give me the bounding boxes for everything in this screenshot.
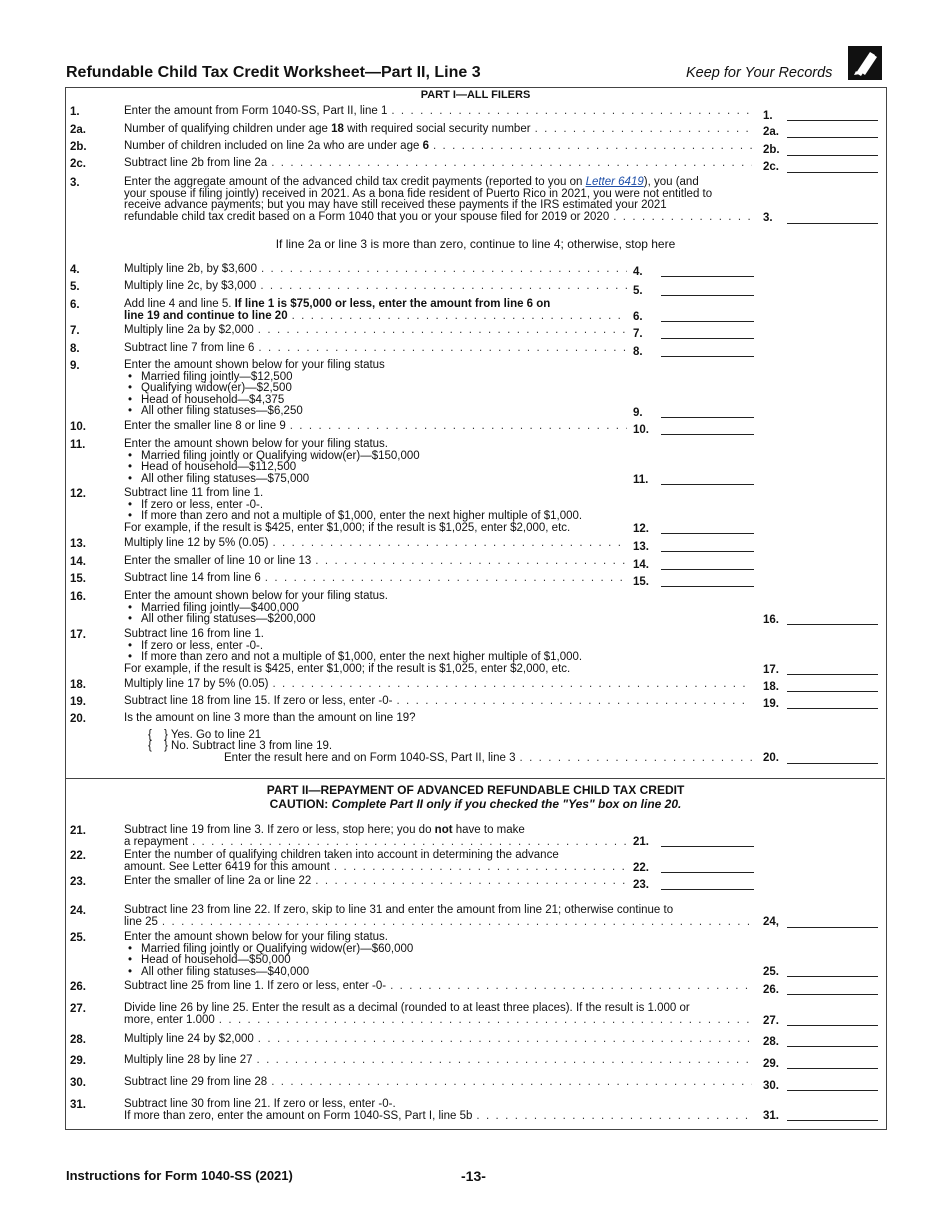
line-ref: 11. xyxy=(633,474,649,486)
line-31-entry[interactable] xyxy=(787,1120,878,1121)
line-ref: 19. xyxy=(763,698,779,710)
line-number: 7. xyxy=(70,325,80,337)
line-26-entry[interactable] xyxy=(787,994,878,995)
line-9-entry[interactable] xyxy=(661,417,754,418)
line-number: 19. xyxy=(70,696,86,708)
line-ref: 28. xyxy=(763,1036,779,1048)
page-number: -13- xyxy=(461,1168,486,1184)
line-description: Multiply line 28 by line 27 . . . xyxy=(124,1055,752,1067)
line-description: Enter the number of qualifying children taken into account in determining the advance amount. See Letter 6419 for this amount . . . xyxy=(124,850,627,873)
line-description: Enter the aggregate amount of the advanced child tax credit payments (reported to you on Letter 6419), you (and your spouse if filing jointly) received in 2021. As a bona fide resident of Puerto Rico in 2021, you were not entitled to receive advance payments; but you may have still received these payments if the IRS estimated your 2021 refundable child tax credit based on a Form 1040 that you or your spouse filed for 2019 or 2020 . . . xyxy=(124,177,752,223)
continue-instruction: If line 2a or line 3 is more than zero, continue to line 4; otherwise, stop here xyxy=(275,237,676,251)
line-description: Subtract line 7 from line 6 . . . xyxy=(124,343,627,355)
line-ref: 9. xyxy=(633,407,643,419)
line-ref: 20. xyxy=(763,752,779,764)
line-number: 25. xyxy=(70,932,86,944)
worksheet-title: Refundable Child Tax Credit Worksheet—Part II, Line 3 xyxy=(66,64,481,81)
line-description: Enter the amount shown below for your filing status • Married filing jointly—$12,500 • Qualifying widow(er)—$2,500 • Head of household—$4,375 • All other filing statuses—$6,250 xyxy=(124,360,627,418)
line-number: 31. xyxy=(70,1099,86,1111)
line-description: Subtract line 11 from line 1. • If zero or less, enter -0-. • If more than zero and not a multiple of $1,000, enter the next higher multiple of $1,000. For example, if the result is $425, enter $1,000; if the result is $1,025, enter $2,000, etc. xyxy=(124,488,627,534)
line-ref: 26. xyxy=(763,984,779,996)
line-5-entry[interactable] xyxy=(661,295,754,296)
line-number: 24. xyxy=(70,905,86,917)
line-description: Divide line 26 by line 25. Enter the result as a decimal (rounded to at least three places). If the result is 1.000 or more, enter 1.000 . . . xyxy=(124,1003,752,1026)
line-description: Is the amount on line 3 more than the amount on line 19? { } Yes. Go to line 21 { } No. Subtract line 3 from line 19. Enter the result here and on Form 1040-SS, Part II, line 3 . . . xyxy=(124,713,752,764)
line-description: Subtract line 14 from line 6 . . . xyxy=(124,573,627,585)
line-description: Enter the amount shown below for your filing status. • Married filing jointly or Qualifying widow(er)—$150,000 • Head of household—$112,500 • All other filing statuses—$75,000 xyxy=(124,439,627,485)
line-number: 1. xyxy=(70,106,80,118)
line-number: 28. xyxy=(70,1034,86,1046)
line-description: Enter the smaller of line 2a or line 22 . . . xyxy=(124,876,627,888)
line-number: 20. xyxy=(70,713,86,725)
no-checkbox[interactable]: { xyxy=(148,740,152,752)
line-ref: 13. xyxy=(633,541,649,553)
line-description: Multiply line 24 by $2,000 . . . xyxy=(124,1034,752,1046)
line-description: Number of children included on line 2a who are under age 6 . . . xyxy=(124,141,752,153)
line-2b-entry[interactable] xyxy=(787,155,878,156)
line-description: Subtract line 2b from line 2a . . . xyxy=(124,158,752,170)
line-description: Enter the smaller line 8 or line 9 . . . xyxy=(124,421,627,433)
line-number: 4. xyxy=(70,264,80,276)
line-ref: 15. xyxy=(633,576,649,588)
line-ref: 6. xyxy=(633,311,643,323)
line-23-entry[interactable] xyxy=(661,889,754,890)
line-number: 30. xyxy=(70,1077,86,1089)
line-ref: 8. xyxy=(633,346,643,358)
part-2-heading: PART II—REPAYMENT OF ADVANCED REFUNDABLE CHILD TAX CREDIT xyxy=(266,783,685,797)
line-number: 12. xyxy=(70,488,86,500)
line-number: 26. xyxy=(70,981,86,993)
line-description: Enter the amount shown below for your filing status. • Married filing jointly or Qualifying widow(er)—$60,000 • Head of household—$50,000 • All other filing statuses—$40,000 xyxy=(124,932,752,978)
line-14-entry[interactable] xyxy=(661,569,754,570)
line-24-entry[interactable] xyxy=(787,927,878,928)
line-number: 15. xyxy=(70,573,86,585)
line-22-entry[interactable] xyxy=(661,872,754,873)
line-ref: 2b. xyxy=(763,144,780,156)
line-18-entry[interactable] xyxy=(787,691,878,692)
line-ref: 5. xyxy=(633,285,643,297)
line-2c-entry[interactable] xyxy=(787,172,878,173)
part-1-heading: PART I—ALL FILERS xyxy=(420,89,531,101)
line-number: 18. xyxy=(70,679,86,691)
line-ref: 27. xyxy=(763,1015,779,1027)
yes-option: } Yes. Go to line 21 xyxy=(164,728,262,741)
line-description: Enter the amount shown below for your filing status. • Married filing jointly—$400,000 • All other filing statuses—$200,000 xyxy=(124,591,752,626)
line-number: 13. xyxy=(70,538,86,550)
line-20-entry[interactable] xyxy=(787,763,878,764)
line-ref: 3. xyxy=(763,212,773,224)
line-19-entry[interactable] xyxy=(787,708,878,709)
line-description: Subtract line 16 from line 1. • If zero or less, enter -0-. • If more than zero and not a multiple of $1,000, enter the next higher multiple of $1,000. For example, if the result is $425, enter $1,000; if the result is $1,025, enter $2,000, etc. xyxy=(124,629,752,675)
line-description: Subtract line 29 from line 28 . . . xyxy=(124,1077,752,1089)
line-1-entry[interactable] xyxy=(787,120,878,121)
line-8-entry[interactable] xyxy=(661,356,754,357)
line-ref: 18. xyxy=(763,681,779,693)
line-16-entry[interactable] xyxy=(787,624,878,625)
line-number: 2a. xyxy=(70,124,86,136)
line-ref: 12. xyxy=(633,523,649,535)
line-description: Enter the smaller of line 10 or line 13 . . . xyxy=(124,556,627,568)
line-ref: 30. xyxy=(763,1080,779,1092)
line-number: 21. xyxy=(70,825,86,837)
keep-for-records-note: Keep for Your Records xyxy=(686,65,833,81)
line-21-entry[interactable] xyxy=(661,846,754,847)
line-6-entry[interactable] xyxy=(661,321,754,322)
line-12-entry[interactable] xyxy=(661,533,754,534)
line-number: 27. xyxy=(70,1003,86,1015)
line-description: Multiply line 2c, by $3,000 . . . xyxy=(124,281,627,293)
no-option: } No. Subtract line 3 from line 19. xyxy=(164,740,333,752)
part-2-caution: CAUTION: Complete Part II only if you checked the "Yes" box on line 20. xyxy=(269,797,682,811)
line-ref: 23. xyxy=(633,879,649,891)
line-ref: 2a. xyxy=(763,126,779,138)
part-divider xyxy=(66,778,885,779)
line-number: 2c. xyxy=(70,158,86,170)
line-number: 10. xyxy=(70,421,86,433)
line-description: Multiply line 2a by $2,000 . . . xyxy=(124,325,627,337)
line-number: 6. xyxy=(70,299,80,311)
line-4-entry[interactable] xyxy=(661,276,754,277)
line-ref: 10. xyxy=(633,424,649,436)
line-description: Subtract line 23 from line 22. If zero, skip to line 31 and enter the amount from line 21; otherwise continue to line 25 . . . xyxy=(124,905,752,928)
line-27-entry[interactable] xyxy=(787,1025,878,1026)
line-number: 3. xyxy=(70,177,80,189)
letter-6419-link[interactable]: Letter 6419 xyxy=(585,176,644,188)
line-ref: 7. xyxy=(633,328,643,340)
line-number: 9. xyxy=(70,360,80,372)
line-number: 2b. xyxy=(70,141,87,153)
line-description: Subtract line 18 from line 15. If zero or less, enter -0- . . . xyxy=(124,696,752,708)
line-description: Subtract line 30 from line 21. If zero or less, enter -0-. If more than zero, enter the amount on Form 1040-SS, Part I, line 5b . . . xyxy=(124,1099,752,1122)
line-3-entry[interactable] xyxy=(787,223,878,224)
line-description: Multiply line 2b, by $3,600 . . . xyxy=(124,264,627,276)
line-number: 16. xyxy=(70,591,86,603)
line-ref: 17. xyxy=(763,664,779,676)
line-description: Number of qualifying children under age 18 with required social security number . . . xyxy=(124,124,752,136)
line-number: 5. xyxy=(70,281,80,293)
line-29-entry[interactable] xyxy=(787,1068,878,1069)
line-28-entry[interactable] xyxy=(787,1046,878,1047)
line-description: Add line 4 and line 5. If line 1 is $75,000 or less, enter the amount from line 6 on line 19 and continue to line 20 . . . xyxy=(124,299,627,322)
line-ref: 14. xyxy=(633,559,649,571)
line-ref: 29. xyxy=(763,1058,779,1070)
line-number: 8. xyxy=(70,343,80,355)
line-number: 11. xyxy=(70,439,86,451)
line-2a-entry[interactable] xyxy=(787,137,878,138)
line-13-entry[interactable] xyxy=(661,551,754,552)
line-ref: 1. xyxy=(763,110,773,122)
line-ref: 21. xyxy=(633,836,649,848)
line-ref: 2c. xyxy=(763,161,779,173)
line-25-entry[interactable] xyxy=(787,976,878,977)
line-description: Subtract line 25 from line 1. If zero or less, enter -0- . . . xyxy=(124,981,752,993)
yes-checkbox[interactable]: { xyxy=(148,728,152,741)
line-7-entry[interactable] xyxy=(661,338,754,339)
line-number: 17. xyxy=(70,629,86,641)
line-description: Enter the amount from Form 1040-SS, Part II, line 1 . . . xyxy=(124,106,752,118)
line-number: 29. xyxy=(70,1055,86,1067)
line-17-entry[interactable] xyxy=(787,674,878,675)
line-number: 22. xyxy=(70,850,86,862)
line-ref: 31. xyxy=(763,1110,779,1122)
line-11-entry[interactable] xyxy=(661,484,754,485)
line-description: Multiply line 12 by 5% (0.05) . . . xyxy=(124,538,627,550)
line-ref: 25. xyxy=(763,966,779,978)
line-10-entry[interactable] xyxy=(661,434,754,435)
line-30-entry[interactable] xyxy=(787,1090,878,1091)
line-ref: 22. xyxy=(633,862,649,874)
line-ref: 16. xyxy=(763,614,779,626)
line-15-entry[interactable] xyxy=(661,586,754,587)
pencil-icon xyxy=(848,46,882,80)
line-description: Multiply line 17 by 5% (0.05) . . . xyxy=(124,679,752,691)
line-ref: 4. xyxy=(633,266,643,278)
footer-form-name: Instructions for Form 1040-SS (2021) xyxy=(66,1168,293,1183)
line-ref: 24, xyxy=(763,916,779,928)
line-number: 23. xyxy=(70,876,86,888)
line-number: 14. xyxy=(70,556,86,568)
line-description: Subtract line 19 from line 3. If zero or less, stop here; you do not have to make a repayment . . . xyxy=(124,825,627,848)
